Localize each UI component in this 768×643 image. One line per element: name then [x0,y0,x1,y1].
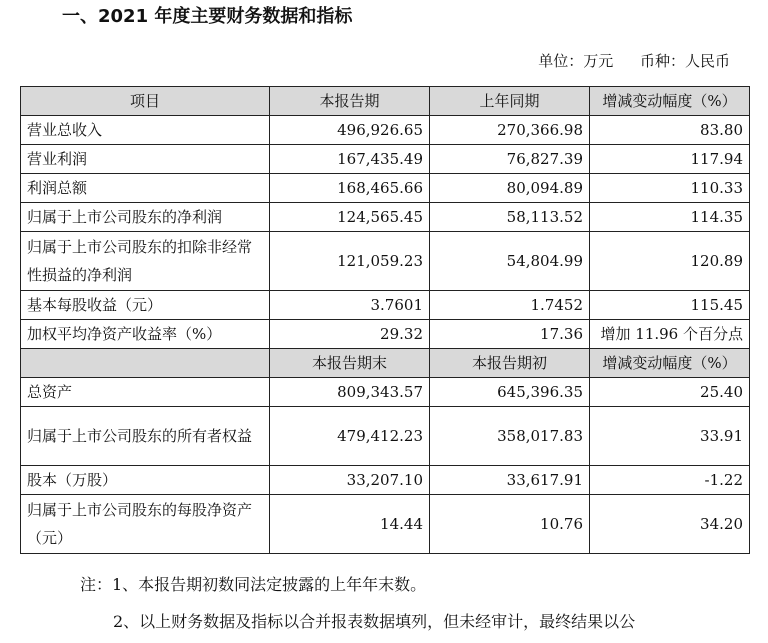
change-value: 110.33 [590,174,750,203]
row-label: 归属于上市公司股东的所有者权益 [21,407,270,466]
period-end-value: 809,343.57 [270,378,430,407]
row-label: 利润总额 [21,174,270,203]
change-value: 117.94 [590,145,750,174]
section-title: 一、2021 年度主要财务数据和指标 [62,6,353,27]
unit-label: 单位：万元 [538,52,614,70]
note-1: 注：1、本报告期初数同法定披露的上年年末数。 [80,575,427,594]
header-cell: 项目 [21,87,270,116]
period-start-value: 645,396.35 [430,378,590,407]
change-value: 34.20 [590,495,750,554]
header-cell: 本报告期初 [430,349,590,378]
prior-value: 270,366.98 [430,116,590,145]
current-value: 121,059.23 [270,232,430,291]
prior-value: 17.36 [430,320,590,349]
current-value: 124,565.45 [270,203,430,232]
table-row [21,495,750,554]
prior-value: 80,094.89 [430,174,590,203]
prior-value: 1.7452 [430,291,590,320]
row-label: 营业利润 [21,145,270,174]
note-2: 2、以上财务数据及指标以合并报表数据填列，但未经审计，最终结果以公 [113,612,636,631]
notes [80,572,635,632]
row-label: 加权平均净资产收益率（%） [21,320,270,349]
change-value: 33.91 [590,407,750,466]
row-label: 归属于上市公司股东的净利润 [21,203,270,232]
period-end-value: 14.44 [270,495,430,554]
change-value: 25.40 [590,378,750,407]
table-row [21,232,750,291]
period-start-value: 358,017.83 [430,407,590,466]
current-value: 167,435.49 [270,145,430,174]
currency-label: 币种：人民币 [639,52,730,70]
header-cell: 本报告期 [270,87,430,116]
row-label: 归属于上市公司股东的扣除非经常性损益的净利润 [21,232,270,291]
period-start-value: 10.76 [430,495,590,554]
change-value: 83.80 [590,116,750,145]
table-row [21,466,750,495]
table-row [21,174,750,203]
period-end-value: 33,207.10 [270,466,430,495]
period-start-value: 33,617.91 [430,466,590,495]
table-row [21,145,750,174]
table-row [21,203,750,232]
current-value: 168,465.66 [270,174,430,203]
prior-value: 54,804.99 [430,232,590,291]
current-value: 3.7601 [270,291,430,320]
unit-line [538,50,730,71]
table-subheader-row [21,349,750,378]
table-row [21,320,750,349]
header-cell: 上年同期 [430,87,590,116]
row-label: 营业总收入 [21,116,270,145]
header-cell: 增减变动幅度（%） [590,87,750,116]
change-value: 120.89 [590,232,750,291]
prior-value: 58,113.52 [430,203,590,232]
row-label: 总资产 [21,378,270,407]
current-value: 29.32 [270,320,430,349]
table-row [21,291,750,320]
header-cell [21,349,270,378]
change-value: 增加 11.96 个百分点 [590,320,750,349]
header-cell: 增减变动幅度（%） [590,349,750,378]
table-row [21,116,750,145]
change-value: 115.45 [590,291,750,320]
period-end-value: 479,412.23 [270,407,430,466]
table-row [21,407,750,466]
change-value: 114.35 [590,203,750,232]
current-value: 496,926.65 [270,116,430,145]
header-cell: 本报告期末 [270,349,430,378]
row-label: 股本（万股） [21,466,270,495]
row-label: 归属于上市公司股东的每股净资产（元） [21,495,270,554]
table-header-row [21,87,750,116]
row-label: 基本每股收益（元） [21,291,270,320]
change-value: -1.22 [590,466,750,495]
financial-table [20,86,750,554]
table-row [21,378,750,407]
prior-value: 76,827.39 [430,145,590,174]
